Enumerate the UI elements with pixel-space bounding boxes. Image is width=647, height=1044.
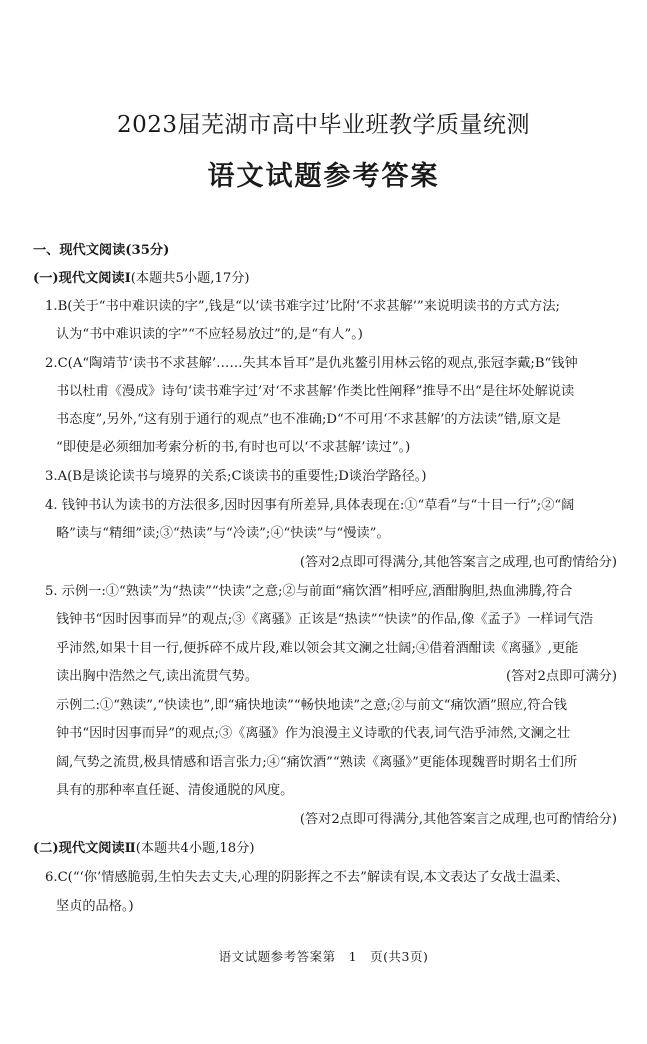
answer-5-example-1-line-4: 读出胸中浩然之气,读出流贯气势。 bbox=[56, 669, 259, 684]
document-subtitle: 语文试题参考答案 bbox=[207, 161, 440, 192]
part1-heading bbox=[33, 270, 250, 287]
answer-1-line-1: 1.B(关于“书中难识读的字”,钱是“以‘读书难字过’比附‘不求甚解’”来说明读书的方式方法; bbox=[45, 299, 560, 314]
answer-5-example-1-line-3: 乎沛然,如果十目一行,便拆碎不成片段,难以领会其文澜之壮阔;④借着酒酣读《离骚》,更能 bbox=[56, 641, 579, 656]
answer-2-line-2: 书以杜甫《漫成》诗句‘读书难字过’对‘不求甚解’作类比性阐释”推导不出“是往坏处解说读 bbox=[56, 384, 575, 399]
part1-label: (一)现代文阅读Ⅰ bbox=[33, 271, 131, 286]
page-footer: 语文试题参考答案第 1 页(共3页) bbox=[218, 949, 429, 964]
answer-5-example-1-line-1: 5. 示例一:①“熟读”为“热读”“快读”之意;②与前面“痛饮酒”相呼应,酒酣胸胆,热血沸腾,符合 bbox=[45, 584, 573, 599]
answer-5-example-2-line-2: 钟书“因时因事而异”的观点;③《离骚》作为浪漫主义诗歌的代表,词气浩乎沛然,文澜之壮 bbox=[56, 726, 571, 741]
answer-2-line-3: 书态度”,另外,“这有别于通行的观点”也不准确;D“不可用‘不求甚解’的方法读”错,原文是 bbox=[56, 412, 561, 427]
answer-4-line-1: 4. 钱钟书认为读书的方法很多,因时因事有所差异,具体表现在:①“草看”与“十目一行”;②“阔 bbox=[45, 498, 575, 513]
answer-6-line-1: 6.C(“‘你’情感脆弱,生怕失去丈夫,心理的阴影挥之不去”解读有误,本文表达了女战士温柔、 bbox=[45, 870, 569, 885]
answer-3: 3.A(B是谈论读书与境界的关系;C谈读书的重要性;D谈治学路径。) bbox=[45, 469, 427, 484]
document-title: 2023届芜湖市高中毕业班教学质量统测 bbox=[116, 112, 531, 138]
answer-5-example-2-line-1: 示例二:①“熟读”,“快读也”,即“痛快地读”“畅快地读”之意;②与前文“痛饮酒”照应,符合钱 bbox=[56, 698, 567, 713]
answer-4-line-2: 略”读与“精细”读;③“热读”与“冷读”;④“快读”与“慢读”。 bbox=[56, 526, 390, 541]
answer-5-example-2-line-4: 具有的那种率直任诞、清俊通脱的风度。 bbox=[56, 783, 294, 798]
part2-label: (二)现代文阅读Ⅱ bbox=[33, 841, 136, 856]
answer-2-line-4: “即使是必须细加考索分析的书,有时也可以‘不求甚解’读过”。) bbox=[56, 440, 411, 455]
answer-1-line-2: 认为“书中难识读的字”“不应轻易放过”的,是“有人”。) bbox=[56, 327, 363, 342]
answer-4-score-note: (答对2点即可得满分,其他答案言之成理,也可酌情给分) bbox=[299, 555, 617, 570]
answer-5-score-note: (答对2点即可得满分,其他答案言之成理,也可酌情给分) bbox=[299, 812, 617, 827]
answer-6-line-2: 坚贞的品格。) bbox=[56, 899, 134, 914]
answer-5-example-2-line-3: 阔,气势之流贯,极具情感和语言张力;④“痛饮酒”“熟读《离骚》”更能体现魏晋时期名士们所 bbox=[56, 755, 578, 770]
part1-note: (本题共5小题,17分) bbox=[130, 271, 250, 286]
answer-5-example-1-score-note: (答对2点即可满分) bbox=[506, 669, 617, 684]
answer-5-example-1-line-2: 钱钟书“因时因事而异”的观点;③《离骚》正该是“热读”“快读”的作品,像《孟子》一样词气浩 bbox=[56, 612, 594, 627]
part2-heading bbox=[33, 840, 255, 857]
section-heading-modern-reading: 一、现代文阅读(35分) bbox=[33, 243, 170, 258]
part2-note: (本题共4小题,18分) bbox=[135, 841, 255, 856]
answer-2-line-1: 2.C(A“陶靖节‘读书不求甚解’……失其本旨耳”是仇兆鳌引用林云铭的观点,张冠李戴;B“钱钟 bbox=[45, 356, 578, 371]
